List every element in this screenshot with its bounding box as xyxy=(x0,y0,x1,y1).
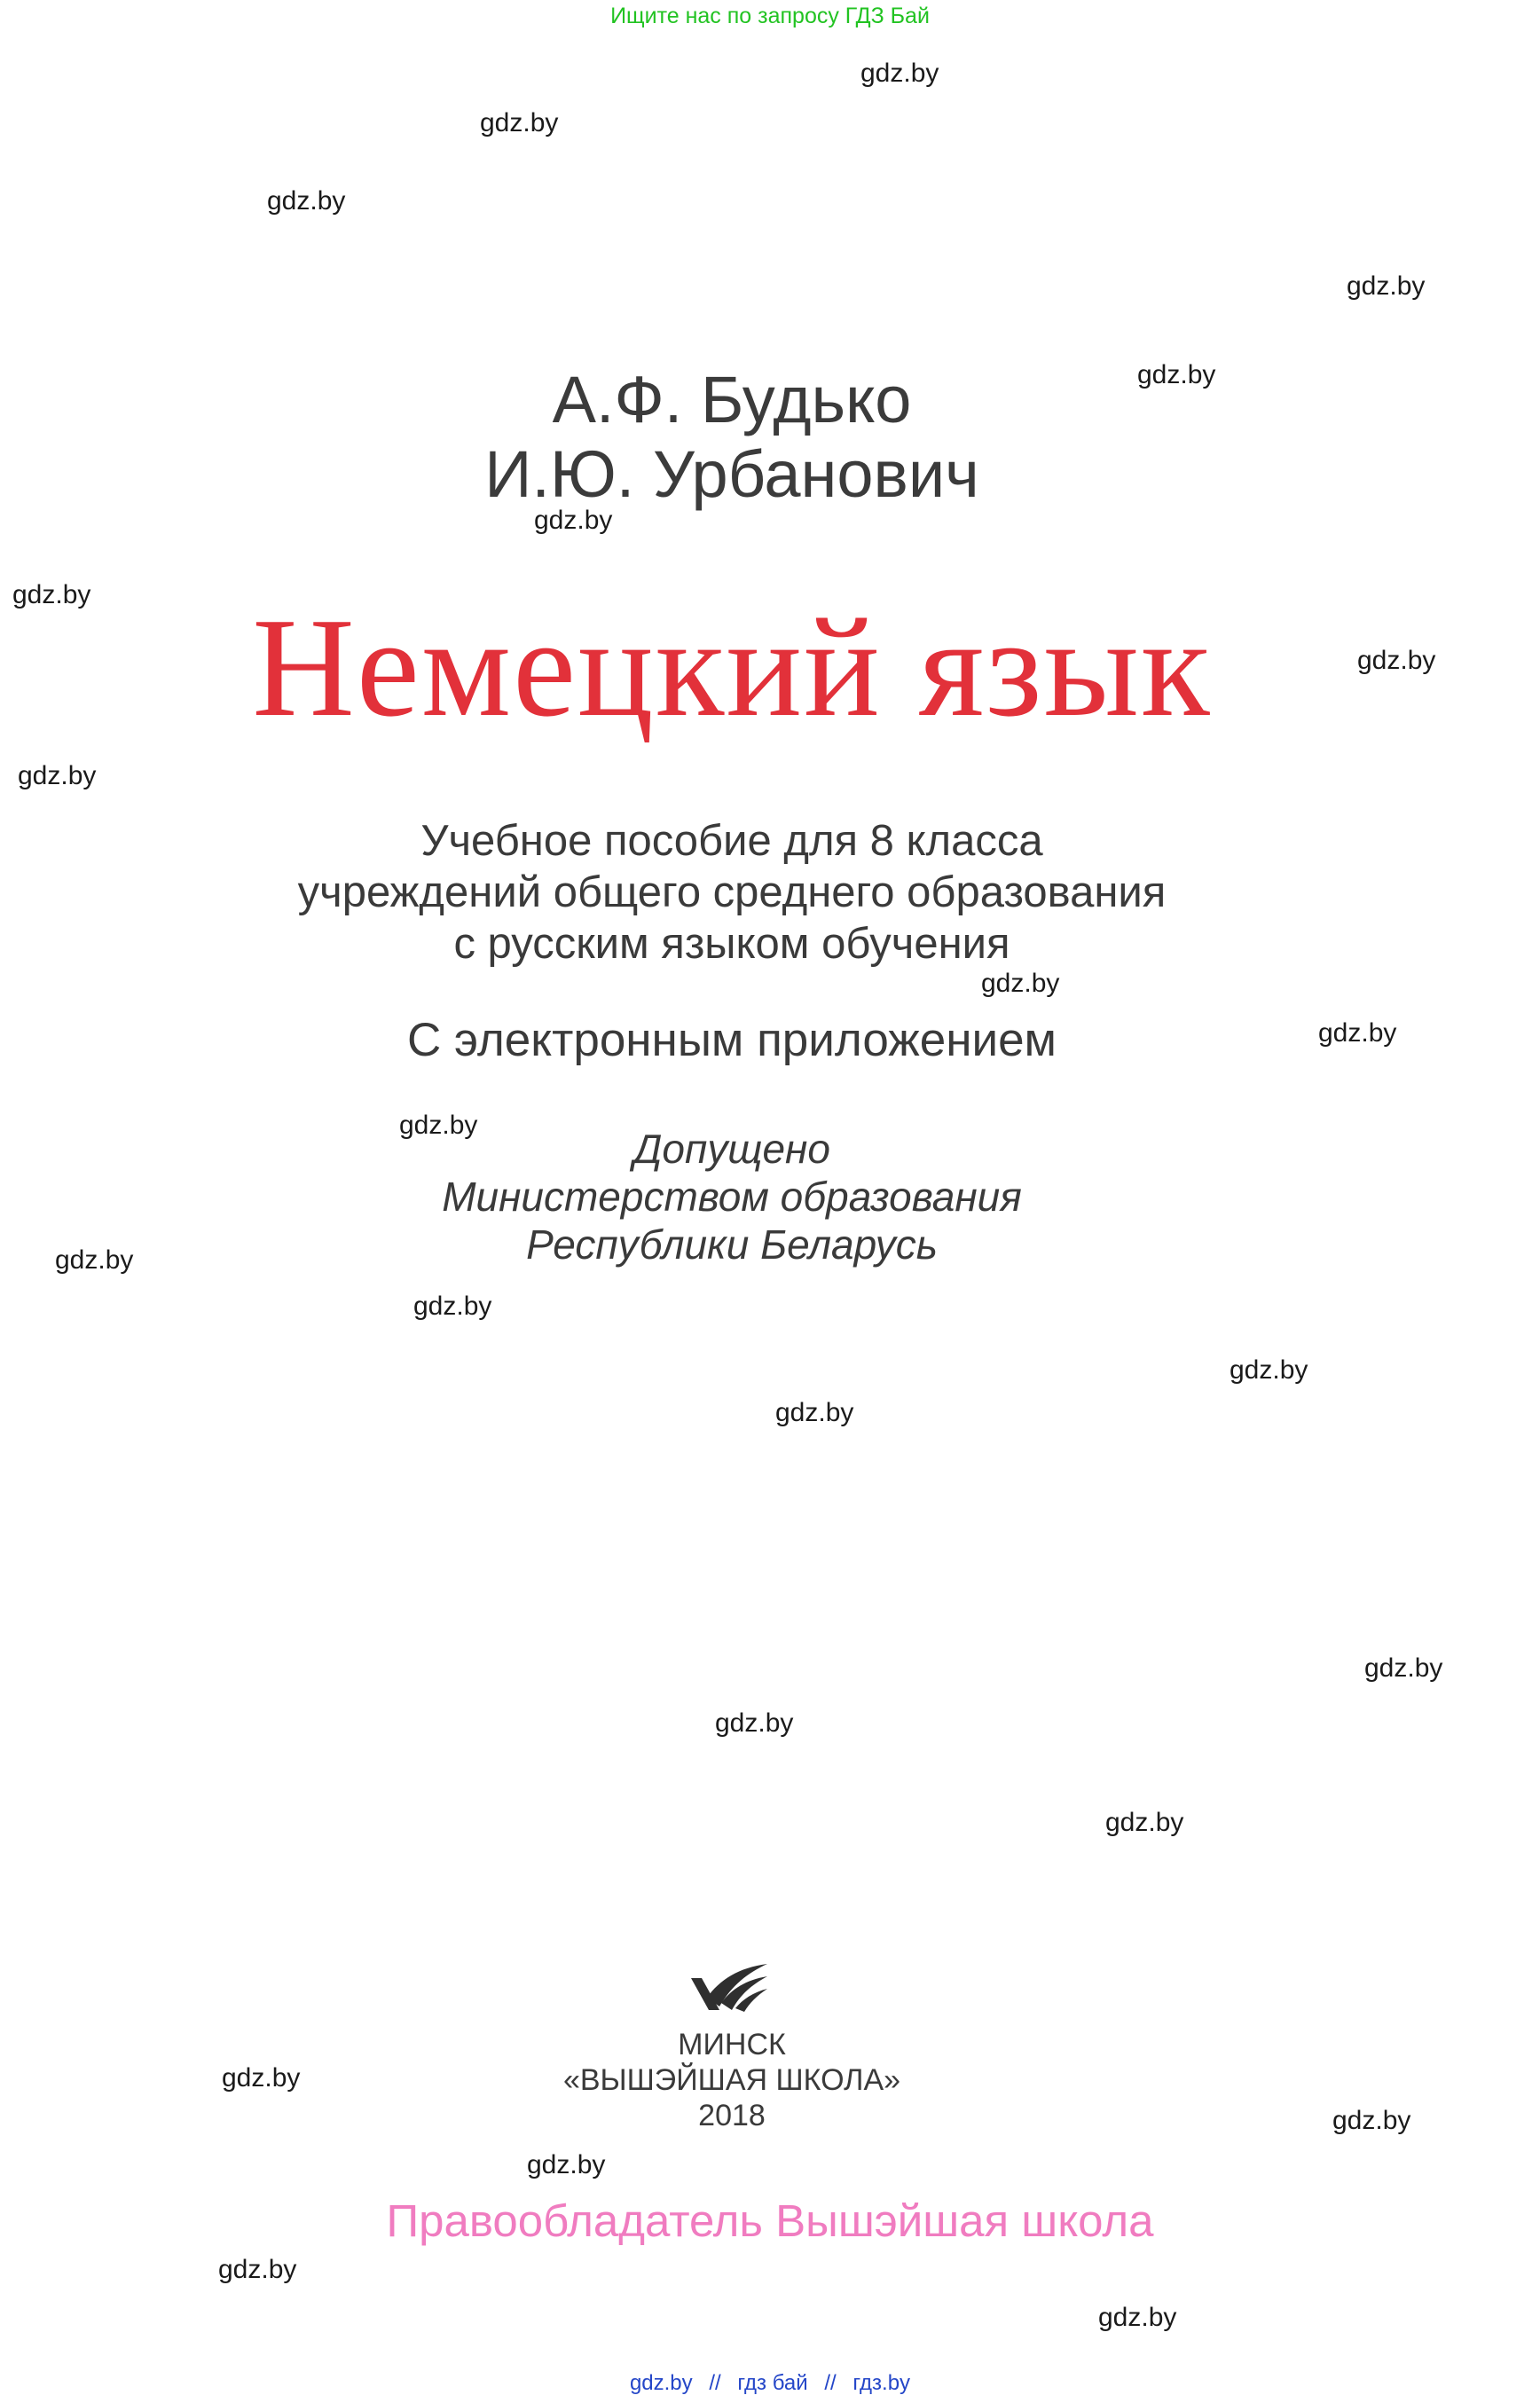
publisher-logo-icon xyxy=(689,1962,769,2014)
watermark: gdz.by xyxy=(399,1111,478,1140)
watermark: gdz.by xyxy=(1357,646,1436,675)
watermark: gdz.by xyxy=(413,1292,492,1321)
footer-link-gdz-by-cyr[interactable]: гдз.by xyxy=(852,2371,911,2395)
approval-line-3: Республики Беларусь xyxy=(526,1221,938,1268)
author-1: А.Ф. Будько xyxy=(552,363,912,436)
watermark: gdz.by xyxy=(981,969,1060,998)
subtitle-line-1: Учебное пособие для 8 класса xyxy=(420,817,1043,865)
watermark: gdz.by xyxy=(1137,360,1216,389)
watermark: gdz.by xyxy=(1332,2106,1411,2135)
electronic-supplement: С электронным приложением xyxy=(407,1014,1057,1066)
watermark: gdz.by xyxy=(18,761,97,790)
subtitle-line-3: с русским языком обучения xyxy=(453,920,1010,968)
approval-line-1: Допущено xyxy=(633,1126,830,1172)
approval-line-2: Министерством образования xyxy=(442,1174,1022,1220)
watermark: gdz.by xyxy=(55,1245,134,1275)
watermark: gdz.by xyxy=(1318,1018,1397,1048)
publisher-city: МИНСК xyxy=(678,2028,786,2061)
footer-separator: // xyxy=(824,2371,837,2395)
watermark: gdz.by xyxy=(1364,1653,1443,1683)
subtitle-line-2: учреждений общего среднего образования xyxy=(297,868,1167,916)
watermark: gdz.by xyxy=(222,2063,301,2093)
watermark: gdz.by xyxy=(267,186,346,216)
author-2: И.Ю. Урбанович xyxy=(484,437,979,511)
watermark: gdz.by xyxy=(1105,1808,1184,1837)
footer-link-gdz-by[interactable]: gdz.by xyxy=(629,2371,693,2395)
watermark: gdz.by xyxy=(218,2255,297,2284)
watermark: gdz.by xyxy=(1347,271,1426,301)
watermark: gdz.by xyxy=(715,1708,794,1738)
publisher-name: «ВЫШЭЙШАЯ ШКОЛА» xyxy=(562,2063,901,2097)
footer-separator: // xyxy=(709,2371,721,2395)
book-title: Немецкий язык xyxy=(252,588,1212,746)
watermark: gdz.by xyxy=(12,580,91,609)
publication-year: 2018 xyxy=(698,2099,766,2132)
watermark: gdz.by xyxy=(860,59,939,88)
watermark: gdz.by xyxy=(480,108,559,137)
watermark: gdz.by xyxy=(775,1398,854,1427)
copyright-holder: Правообладатель Вышэйшая школа xyxy=(386,2195,1154,2246)
watermark: gdz.by xyxy=(1098,2303,1177,2332)
top-banner: Ищите нас по запросу ГДЗ Бай xyxy=(610,4,930,28)
watermark: gdz.by xyxy=(1230,1355,1308,1385)
watermark: gdz.by xyxy=(534,506,613,535)
footer-links xyxy=(0,2371,1540,2396)
footer-link-gdz-bai[interactable]: гдз бай xyxy=(737,2371,808,2395)
watermark: gdz.by xyxy=(527,2150,606,2179)
